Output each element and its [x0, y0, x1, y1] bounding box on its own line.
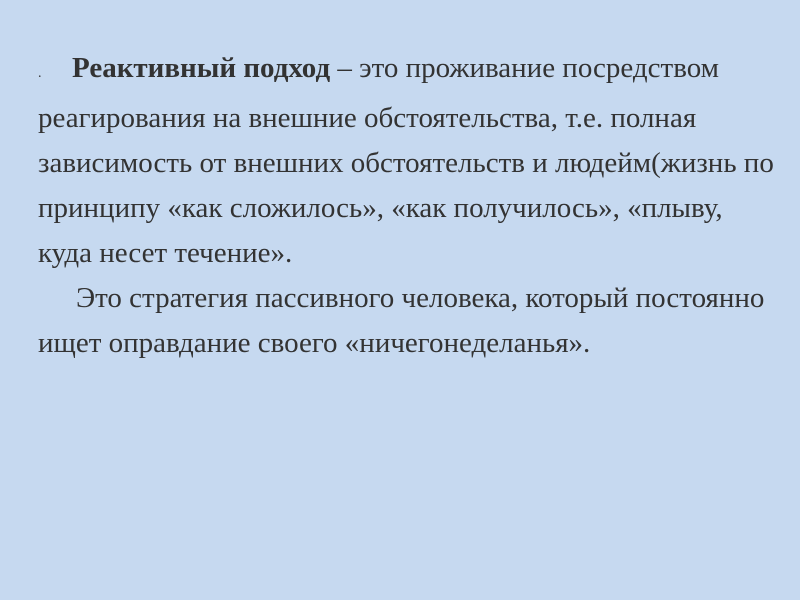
paragraph-reactive-approach	[38, 46, 778, 276]
paragraph-passive-strategy: Это стратегия пассивного человека, который постоянно ищет оправдание своего «ничегонеделанья».	[38, 282, 765, 359]
term-reactive-approach: Реактивный подход	[72, 52, 331, 84]
bullet-dot: .	[38, 66, 42, 81]
slide-text-block	[38, 46, 778, 366]
definition-text: – это проживание посредством реагирования на внешние обстоятельства, т.е. полная зависимость от внешних обстоятельств и людейм(жизнь по принципу «как сложилось», «как получилось», «плыву, куда несет течение».	[38, 52, 774, 269]
